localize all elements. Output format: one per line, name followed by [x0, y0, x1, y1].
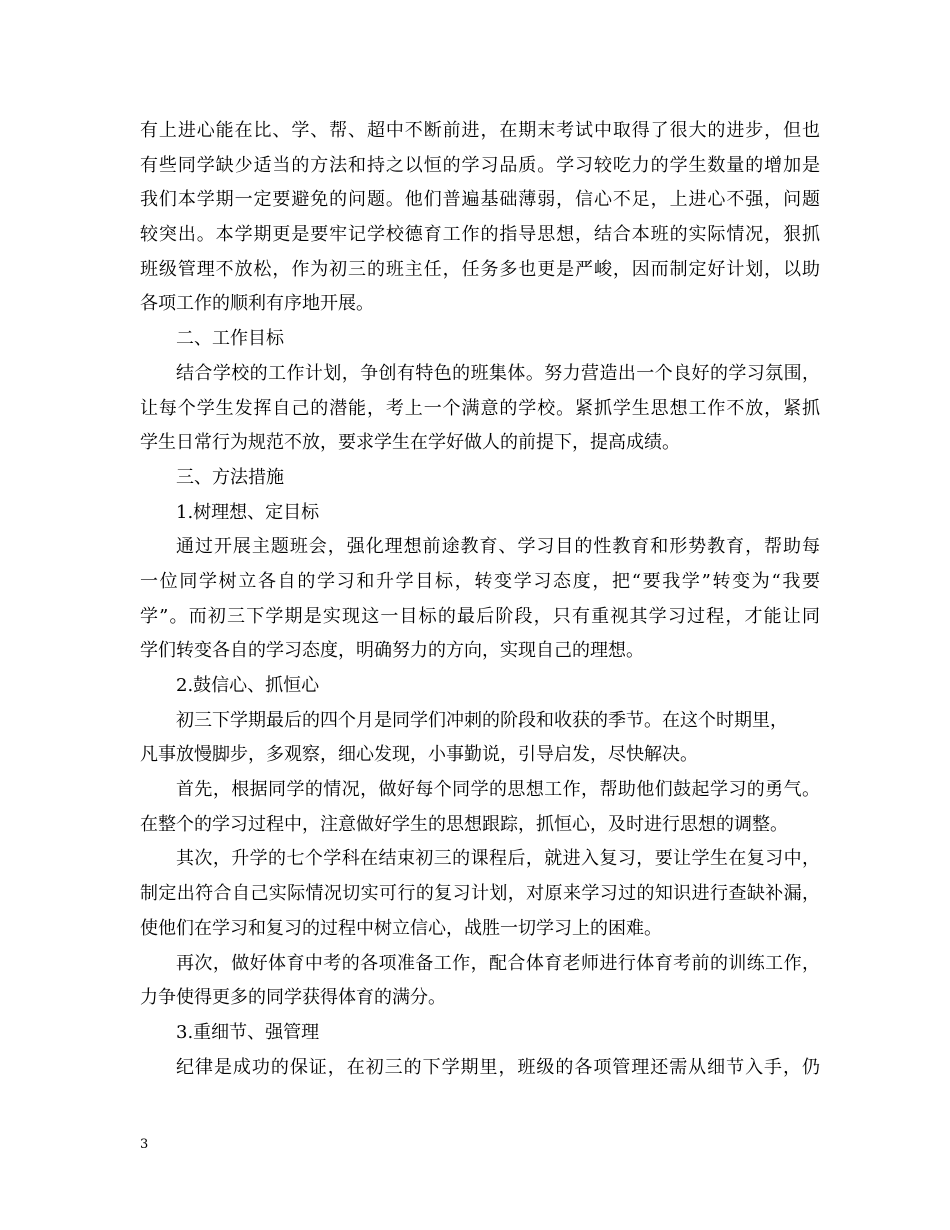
paragraph-line: 有上进心能在比、学、帮、超中不断前进，在期末考试中取得了很大的进步，但也	[140, 120, 820, 141]
paragraph-line: 各项工作的顺利有序地开展。	[140, 293, 374, 315]
section-heading: 三、方法措施	[176, 466, 284, 488]
paragraph-line: 结合学校的工作计划，争创有特色的班集体。努力营造出一个良好的学习氛围，	[176, 362, 820, 384]
paragraph-line: 首先，根据同学的情况，做好每个同学的思想工作，帮助他们鼓起学习的勇气。	[176, 779, 820, 801]
paragraph-line: 学生日常行为规范不放，要求学生在学好做人的前提下，提高成绩。	[140, 432, 680, 454]
paragraph-line: 班级管理不放松，作为初三的班主任，任务多也更是严峻，因而制定好计划，以助	[140, 258, 820, 280]
paragraph-line: 我们本学期一定要避免的问题。他们普遍基础薄弱，信心不足，上进心不强，问题	[140, 189, 820, 211]
paragraph-line: 其次，升学的七个学科在结束初三的课程后，就进入复习，要让学生在复习中，	[176, 848, 820, 870]
paragraph-line: 凡事放慢脚步，多观察，细心发现，小事勤说，引导启发，尽快解决。	[140, 744, 698, 766]
paragraph-line: 一位同学树立各自的学习和升学目标，转变学习态度，把“要我学”转变为“我要	[140, 570, 820, 592]
paragraph-line: 通过开展主题班会，强化理想前途教育、学习目的性教育和形势教育，帮助每	[176, 536, 820, 558]
subsection-heading: 2.鼓信心、抓恒心	[176, 675, 320, 696]
paragraph-line: 学”。而初三下学期是实现这一目标的最后阶段，只有重视其学习过程，才能让同	[140, 605, 820, 627]
document-body	[140, 114, 820, 1085]
paragraph-line: 让每个学生发挥自己的潜能，考上一个满意的学校。紧抓学生思想工作不放，紧抓	[140, 397, 820, 419]
subsection-heading: 1.树理想、定目标	[176, 501, 320, 523]
paragraph-line: 使他们在学习和复习的过程中树立信心，战胜一切学习上的困难。	[140, 917, 662, 939]
paragraph-line: 较突出。本学期更是要牢记学校德育工作的指导思想，结合本班的实际情况，狠抓	[140, 224, 820, 246]
paragraph-line: 力争使得更多的同学获得体育的满分。	[140, 987, 446, 1009]
paragraph-line: 再次，做好体育中考的各项准备工作，配合体育老师进行体育考前的训练工作，	[176, 952, 820, 974]
section-heading: 二、工作目标	[176, 328, 284, 350]
paragraph-line: 有些同学缺少适当的方法和持之以恒的学习品质。学习较吃力的学生数量的增加是	[140, 154, 820, 176]
paragraph-line: 纪律是成功的保证，在初三的下学期里，班级的各项管理还需从细节入手，仍	[176, 1056, 820, 1078]
paragraph-line: 制定出符合自己实际情况切实可行的复习计划，对原来学习过的知识进行查缺补漏，	[140, 883, 820, 905]
paragraph-line: 初三下学期最后的四个月是同学们冲刺的阶段和收获的季节。在这个时期里，	[176, 709, 788, 731]
paragraph-line: 在整个的学习过程中，注意做好学生的思想跟踪，抓恒心，及时进行思想的调整。	[140, 813, 788, 835]
paragraph-line: 学们转变各自的学习态度，明确努力的方向，实现自己的理想。	[140, 640, 644, 662]
page-number: 3	[140, 1137, 149, 1152]
subsection-heading: 3.重细节、强管理	[176, 1021, 320, 1043]
